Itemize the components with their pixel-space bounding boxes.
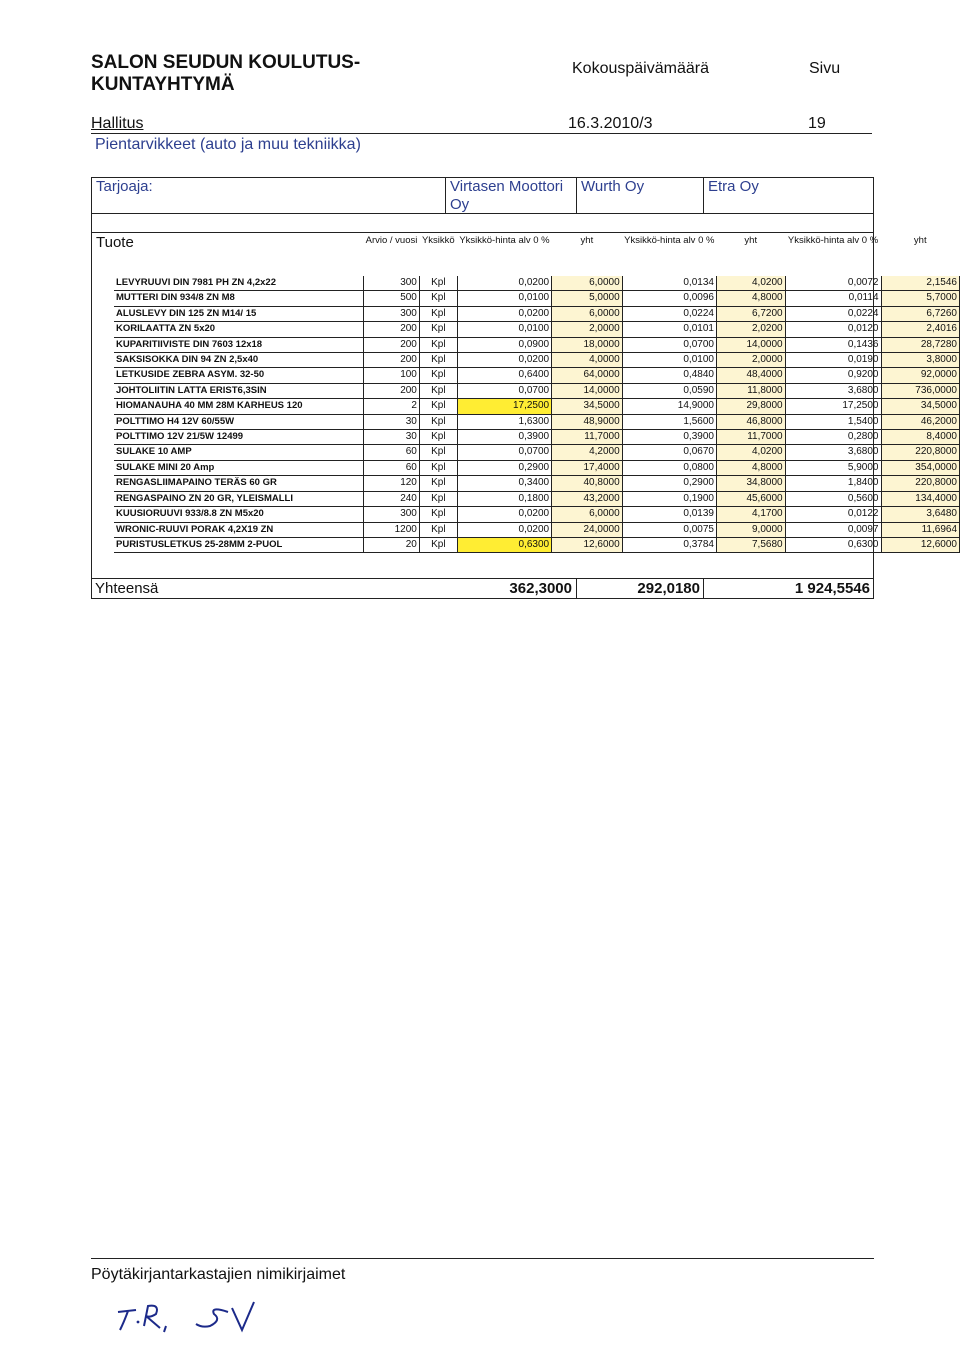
vendor-separator <box>703 177 704 214</box>
unit-price-virtasen: 0,0200 <box>457 507 551 522</box>
total-etra-cell: 92,0000 <box>881 368 960 383</box>
table-row <box>114 537 960 552</box>
unit-price-wurth: 0,0134 <box>622 276 716 291</box>
unit-cell: Kpl <box>419 460 457 475</box>
total-virtasen-cell: 64,0000 <box>552 368 623 383</box>
unit-cell: Kpl <box>419 337 457 352</box>
total-virtasen-cell: 18,0000 <box>552 337 623 352</box>
header-unit: Yksikkö <box>421 235 455 246</box>
unit-price-etra: 3,6800 <box>785 445 881 460</box>
product-name: SULAKE 10 AMP <box>114 445 364 460</box>
document-subject: Pientarvikkeet (auto ja muu tekniikka) <box>95 136 361 153</box>
unit-price-virtasen: 1,6300 <box>457 414 551 429</box>
total-etra-cell: 28,7280 <box>881 337 960 352</box>
unit-cell: Kpl <box>419 476 457 491</box>
unit-price-wurth: 0,3784 <box>622 537 716 552</box>
unit-cell: Kpl <box>419 537 457 552</box>
table-row <box>114 322 960 337</box>
qty-cell: 240 <box>364 491 420 506</box>
product-column-label: Tuote <box>96 234 134 251</box>
qty-cell: 300 <box>364 306 420 321</box>
unit-price-wurth: 0,0700 <box>622 337 716 352</box>
unit-price-wurth: 0,0101 <box>622 322 716 337</box>
qty-cell: 100 <box>364 368 420 383</box>
vendor-etra: Etra Oy <box>708 178 759 195</box>
header-blank <box>114 236 364 276</box>
unit-price-wurth: 0,1900 <box>622 491 716 506</box>
vendor-wurth: Wurth Oy <box>581 178 645 195</box>
total-etra-cell: 11,6964 <box>881 522 960 537</box>
total-wurth-cell: 4,0200 <box>716 445 785 460</box>
total-wurth-cell: 2,0200 <box>716 322 785 337</box>
totals-separator <box>703 578 704 599</box>
unit-cell: Kpl <box>419 322 457 337</box>
total-etra-cell: 736,0000 <box>881 383 960 398</box>
qty-cell: 20 <box>364 537 420 552</box>
unit-price-virtasen: 0,0100 <box>457 291 551 306</box>
table-row <box>114 399 960 414</box>
product-name: POLTTIMO 12V 21/5W 12499 <box>114 430 364 445</box>
total-etra-cell: 354,0000 <box>881 460 960 475</box>
product-name: KUUSIORUUVI 933/8.8 ZN M5x20 <box>114 507 364 522</box>
unit-price-virtasen: 0,0200 <box>457 522 551 537</box>
qty-cell: 300 <box>364 507 420 522</box>
unit-cell: Kpl <box>419 399 457 414</box>
unit-price-etra: 0,0190 <box>785 353 881 368</box>
unit-price-wurth: 1,5600 <box>622 414 716 429</box>
total-wurth-cell: 14,0000 <box>716 337 785 352</box>
totals-divider <box>91 578 874 579</box>
total-virtasen-cell: 6,0000 <box>552 507 623 522</box>
qty-cell: 200 <box>364 353 420 368</box>
totals-separator <box>576 578 577 599</box>
table-row <box>114 460 960 475</box>
total-wurth-cell: 45,6000 <box>716 491 785 506</box>
unit-price-virtasen: 0,6300 <box>457 537 551 552</box>
total-virtasen-cell: 12,6000 <box>552 537 623 552</box>
total-virtasen-cell: 4,2000 <box>552 445 623 460</box>
product-name: MUTTERI DIN 934/8 ZN M8 <box>114 291 364 306</box>
unit-price-virtasen: 0,3900 <box>457 430 551 445</box>
total-etra-cell: 5,7000 <box>881 291 960 306</box>
unit-price-virtasen: 0,2900 <box>457 460 551 475</box>
header-total-virtasen: yht <box>580 235 594 246</box>
unit-cell: Kpl <box>419 291 457 306</box>
total-etra-cell: 220,8000 <box>881 476 960 491</box>
total-wurth-cell: 9,0000 <box>716 522 785 537</box>
unit-cell: Kpl <box>419 507 457 522</box>
unit-price-etra: 17,2500 <box>785 399 881 414</box>
total-etra: 1 924,5546 <box>794 580 870 597</box>
unit-price-etra: 1,8400 <box>785 476 881 491</box>
unit-price-wurth: 0,0224 <box>622 306 716 321</box>
total-etra-cell: 12,6000 <box>881 537 960 552</box>
qty-cell: 200 <box>364 322 420 337</box>
table-row <box>114 337 960 352</box>
table-row <box>114 476 960 491</box>
unit-price-wurth: 0,4840 <box>622 368 716 383</box>
unit-price-wurth: 0,0075 <box>622 522 716 537</box>
total-virtasen-cell: 48,9000 <box>552 414 623 429</box>
table-row <box>114 383 960 398</box>
total-virtasen-cell: 2,0000 <box>552 322 623 337</box>
qty-cell: 30 <box>364 430 420 445</box>
unit-price-wurth: 0,2900 <box>622 476 716 491</box>
unit-cell: Kpl <box>419 445 457 460</box>
header-unit-price-etra: Yksikkö-hinta alv 0 % <box>787 235 879 246</box>
unit-price-virtasen: 0,0100 <box>457 322 551 337</box>
total-etra-cell: 2,1546 <box>881 276 960 291</box>
total-wurth-cell: 11,7000 <box>716 430 785 445</box>
table-row <box>114 445 960 460</box>
unit-price-virtasen: 17,2500 <box>457 399 551 414</box>
unit-price-etra: 1,5400 <box>785 414 881 429</box>
total-wurth-cell: 4,0200 <box>716 276 785 291</box>
total-etra-cell: 46,2000 <box>881 414 960 429</box>
unit-price-virtasen: 0,6400 <box>457 368 551 383</box>
header-divider <box>91 133 872 134</box>
header-total-wurth: yht <box>744 235 758 246</box>
body-name: Hallitus <box>91 115 144 132</box>
vendor-separator <box>445 177 446 214</box>
total-virtasen-cell: 6,0000 <box>552 306 623 321</box>
total-virtasen-cell: 14,0000 <box>552 383 623 398</box>
total-wurth-cell: 29,8000 <box>716 399 785 414</box>
table-row <box>114 276 960 291</box>
qty-cell: 200 <box>364 383 420 398</box>
product-section-divider <box>91 232 874 233</box>
total-etra-cell: 34,5000 <box>881 399 960 414</box>
header-qty: Arvio / vuosi <box>365 235 418 246</box>
total-etra-cell: 6,7260 <box>881 306 960 321</box>
footer-divider <box>91 1258 874 1259</box>
total-etra-cell: 220,8000 <box>881 445 960 460</box>
organization-name <box>91 52 360 96</box>
bidder-label: Tarjoaja: <box>96 178 153 195</box>
total-etra-cell: 2,4016 <box>881 322 960 337</box>
product-name: SULAKE MINI 20 Amp <box>114 460 364 475</box>
qty-cell: 30 <box>364 414 420 429</box>
unit-price-virtasen: 0,0700 <box>457 445 551 460</box>
total-etra-cell: 134,4000 <box>881 491 960 506</box>
unit-price-virtasen: 0,0900 <box>457 337 551 352</box>
total-virtasen-cell: 4,0000 <box>552 353 623 368</box>
unit-price-wurth: 0,0670 <box>622 445 716 460</box>
table-row <box>114 507 960 522</box>
total-wurth-cell: 7,5680 <box>716 537 785 552</box>
total-wurth: 292,0180 <box>637 580 700 597</box>
table-header-row <box>114 236 960 276</box>
product-name: LETKUSIDE ZEBRA ASYM. 32-50 <box>114 368 364 383</box>
product-name: WRONIC-RUUVI PORAK 4,2X19 ZN <box>114 522 364 537</box>
total-virtasen-cell: 43,2000 <box>552 491 623 506</box>
vendor-separator <box>576 177 577 214</box>
unit-cell: Kpl <box>419 430 457 445</box>
total-virtasen-cell: 34,5000 <box>552 399 623 414</box>
unit-price-virtasen: 0,0700 <box>457 383 551 398</box>
total-wurth-cell: 46,8000 <box>716 414 785 429</box>
unit-cell: Kpl <box>419 306 457 321</box>
unit-price-etra: 0,2800 <box>785 430 881 445</box>
unit-price-wurth: 0,0100 <box>622 353 716 368</box>
qty-cell: 1200 <box>364 522 420 537</box>
qty-cell: 300 <box>364 276 420 291</box>
header-unit-price-wurth: Yksikkö-hinta alv 0 % <box>624 235 715 246</box>
qty-cell: 60 <box>364 460 420 475</box>
total-wurth-cell: 6,7200 <box>716 306 785 321</box>
qty-cell: 60 <box>364 445 420 460</box>
organization-line2: KUNTAYHTYMÄ <box>91 74 235 95</box>
table-row <box>114 353 960 368</box>
qty-cell: 2 <box>364 399 420 414</box>
product-name: KORILAATTA ZN 5x20 <box>114 322 364 337</box>
handwritten-initials <box>110 1292 270 1334</box>
product-name: LEVYRUUVI DIN 7981 PH ZN 4,2x22 <box>114 276 364 291</box>
total-wurth-cell: 4,1700 <box>716 507 785 522</box>
unit-price-wurth: 0,0096 <box>622 291 716 306</box>
unit-price-wurth: 0,0590 <box>622 383 716 398</box>
page-number: 19 <box>808 115 826 132</box>
unit-price-wurth: 0,3900 <box>622 430 716 445</box>
unit-cell: Kpl <box>419 368 457 383</box>
total-wurth-cell: 48,4000 <box>716 368 785 383</box>
total-wurth-cell: 11,8000 <box>716 383 785 398</box>
total-virtasen-cell: 5,0000 <box>552 291 623 306</box>
vendor-virtasen: Virtasen Moottori Oy <box>450 178 564 213</box>
table-row <box>114 430 960 445</box>
product-name: RENGASPAINO ZN 20 GR, YLEISMALLI <box>114 491 364 506</box>
table-row <box>114 414 960 429</box>
total-virtasen-cell: 24,0000 <box>552 522 623 537</box>
qty-cell: 500 <box>364 291 420 306</box>
header-unit-price-virtasen: Yksikkö-hinta alv 0 % <box>459 235 550 246</box>
product-name: PURISTUSLETKUS 25-28MM 2-PUOL <box>114 537 364 552</box>
unit-price-virtasen: 0,0200 <box>457 276 551 291</box>
unit-price-wurth: 14,9000 <box>622 399 716 414</box>
total-virtasen-cell: 17,4000 <box>552 460 623 475</box>
product-name: ALUSLEVY DIN 125 ZN M14/ 15 <box>114 306 364 321</box>
page-label: Sivu <box>809 60 841 77</box>
product-name: HIOMANAUHA 40 MM 28M KARHEUS 120 <box>114 399 364 414</box>
product-name: JOHTOLIITIN LATTA ERIST6,3SIN <box>114 383 364 398</box>
table-row <box>114 522 960 537</box>
unit-cell: Kpl <box>419 414 457 429</box>
unit-price-etra: 0,9200 <box>785 368 881 383</box>
total-etra-cell: 8,4000 <box>881 430 960 445</box>
unit-price-wurth: 0,0800 <box>622 460 716 475</box>
header-total-etra: yht <box>913 235 927 246</box>
unit-price-etra: 0,1436 <box>785 337 881 352</box>
table-row <box>114 306 960 321</box>
unit-cell: Kpl <box>419 491 457 506</box>
meeting-date-label: Kokouspäivämäärä <box>572 60 709 77</box>
table-row <box>114 368 960 383</box>
product-name: SAKSISOKKA DIN 94 ZN 2,5x40 <box>114 353 364 368</box>
meeting-date: 16.3.2010/3 <box>568 115 653 132</box>
unit-price-virtasen: 0,0200 <box>457 353 551 368</box>
unit-price-etra: 5,9000 <box>785 460 881 475</box>
product-name: KUPARITIIVISTE DIN 7603 12x18 <box>114 337 364 352</box>
total-virtasen: 362,3000 <box>509 580 572 597</box>
total-virtasen-cell: 11,7000 <box>552 430 623 445</box>
unit-cell: Kpl <box>419 383 457 398</box>
total-virtasen-cell: 6,0000 <box>552 276 623 291</box>
unit-price-virtasen: 0,0200 <box>457 306 551 321</box>
total-wurth-cell: 4,8000 <box>716 460 785 475</box>
organization-line1: SALON SEUDUN KOULUTUS- <box>91 52 361 73</box>
unit-price-etra: 0,0097 <box>785 522 881 537</box>
product-name: POLTTIMO H4 12V 60/55W <box>114 414 364 429</box>
unit-price-etra: 0,0224 <box>785 306 881 321</box>
unit-price-etra: 0,0114 <box>785 291 881 306</box>
total-etra-cell: 3,8000 <box>881 353 960 368</box>
unit-price-etra: 0,0120 <box>785 322 881 337</box>
total-wurth-cell: 2,0000 <box>716 353 785 368</box>
qty-cell: 120 <box>364 476 420 491</box>
unit-price-etra: 0,0122 <box>785 507 881 522</box>
unit-cell: Kpl <box>419 522 457 537</box>
unit-price-etra: 0,5600 <box>785 491 881 506</box>
unit-price-etra: 0,0072 <box>785 276 881 291</box>
unit-cell: Kpl <box>419 276 457 291</box>
unit-price-virtasen: 0,1800 <box>457 491 551 506</box>
total-wurth-cell: 34,8000 <box>716 476 785 491</box>
unit-price-virtasen: 0,3400 <box>457 476 551 491</box>
unit-price-wurth: 0,0139 <box>622 507 716 522</box>
unit-price-etra: 3,6800 <box>785 383 881 398</box>
product-name: RENGASLIIMAPAINO TERÄS 60 GR <box>114 476 364 491</box>
totals-label: Yhteensä <box>95 580 159 597</box>
total-virtasen-cell: 40,8000 <box>552 476 623 491</box>
table-row <box>114 491 960 506</box>
unit-price-etra: 0,6300 <box>785 537 881 552</box>
unit-cell: Kpl <box>419 353 457 368</box>
qty-cell: 200 <box>364 337 420 352</box>
total-etra-cell: 3,6480 <box>881 507 960 522</box>
items-table <box>114 236 960 553</box>
table-row <box>114 291 960 306</box>
footer-label: Pöytäkirjantarkastajien nimikirjaimet <box>91 1266 346 1283</box>
total-wurth-cell: 4,8000 <box>716 291 785 306</box>
